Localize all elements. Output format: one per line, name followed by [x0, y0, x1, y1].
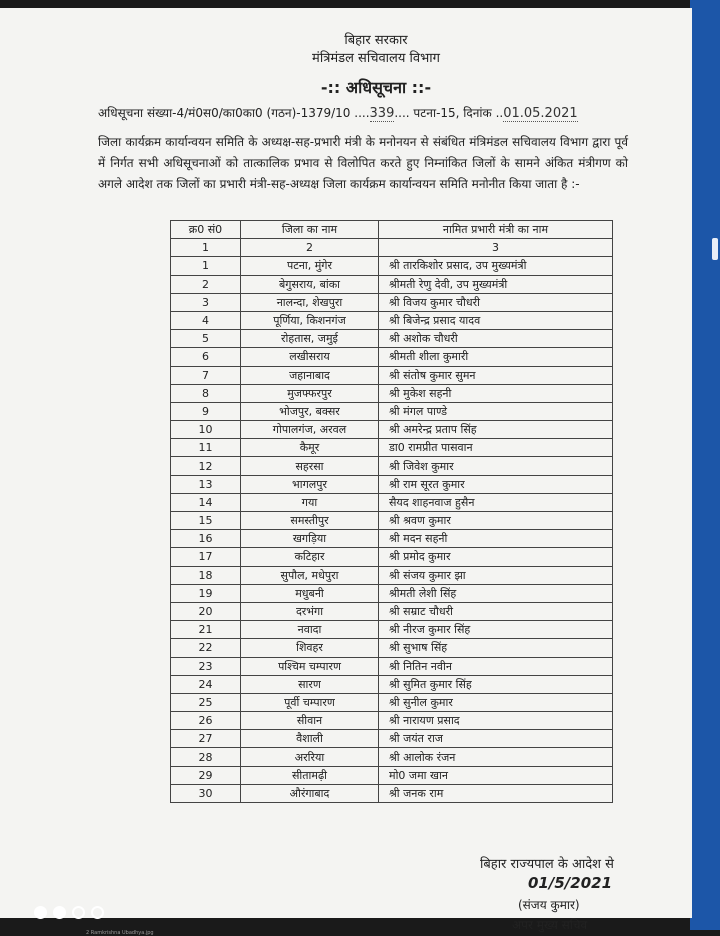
minister-cell: श्री नितिन नवीन: [379, 657, 613, 675]
minister-cell: श्री मुकेश सहनी: [379, 384, 613, 402]
table-row: [171, 548, 613, 566]
table-row: [171, 311, 613, 329]
minister-cell: मो0 जमा खान: [379, 766, 613, 784]
reference-line: [98, 104, 578, 121]
district-cell: मधुबनी: [241, 584, 379, 602]
column-number: 1: [171, 239, 241, 257]
district-cell: कटिहार: [241, 548, 379, 566]
serial-number-cell: 8: [171, 384, 241, 402]
minister-cell: श्री श्रवण कुमार: [379, 512, 613, 530]
minister-cell: श्री बिजेन्द्र प्रसाद यादव: [379, 311, 613, 329]
minister-cell: श्री सम्राट चौधरी: [379, 602, 613, 620]
minister-cell: श्रीमती लेशी सिंह: [379, 584, 613, 602]
serial-number-cell: 5: [171, 330, 241, 348]
district-cell: गया: [241, 493, 379, 511]
serial-number-cell: 3: [171, 293, 241, 311]
district-cell: जहानाबाद: [241, 366, 379, 384]
header-minister: नामित प्रभारी मंत्री का नाम: [379, 221, 613, 239]
minister-cell: श्री आलोक रंजन: [379, 748, 613, 766]
table-row: [171, 293, 613, 311]
column-number: 2: [241, 239, 379, 257]
table-row: [171, 602, 613, 620]
table-row: [171, 421, 613, 439]
minister-cell: श्री सुनील कुमार: [379, 693, 613, 711]
district-cell: सुपौल, मधेपुरा: [241, 566, 379, 584]
table-row: [171, 657, 613, 675]
district-cell: भोजपुर, बक्सर: [241, 402, 379, 420]
minister-cell: श्री मंगल पाण्डे: [379, 402, 613, 420]
district-cell: खगड़िया: [241, 530, 379, 548]
district-cell: सारण: [241, 675, 379, 693]
page-dot[interactable]: [91, 906, 104, 919]
serial-number-cell: 23: [171, 657, 241, 675]
district-cell: लखीसराय: [241, 348, 379, 366]
district-cell: गोपालगंज, अरवल: [241, 421, 379, 439]
table-row: [171, 348, 613, 366]
district-cell: समस्तीपुर: [241, 512, 379, 530]
notification-body: जिला कार्यक्रम कार्यान्वयन समिति के अध्यक्ष-सह-प्रभारी मंत्री के मनोनयन से संबंधित मंत्रिमंडल सचिवालय विभाग द्वारा पूर्व में निर्गत सभी अधिसूचनाओं को तात्कालिक प्रभाव से विलोपित करते हुए निम्नांकित जिलों के सामने अंकित मंत्रीगण को अगले आदेश तक जिलों का प्रभारी मंत्री-सह-अध्यक्ष जिला कार्यक्रम कार्यान्वयन समिति मनोनीत किया जाता है :-: [98, 135, 628, 191]
minister-cell: श्रीमती रेणु देवी, उप मुख्यमंत्री: [379, 275, 613, 293]
minister-cell: श्री जिवेश कुमार: [379, 457, 613, 475]
reference-prefix: अधिसूचना संख्या-4/मं0स0/का0का0 (गठन)-1379/10 ....: [98, 106, 370, 120]
minister-cell: श्री अमरेन्द्र प्रताप सिंह: [379, 421, 613, 439]
serial-number-cell: 14: [171, 493, 241, 511]
district-cell: बेगुसराय, बांका: [241, 275, 379, 293]
table-row: [171, 257, 613, 275]
page-dot[interactable]: [53, 906, 66, 919]
department-title: मंत्रिमंडल सचिवालय विभाग: [312, 51, 440, 66]
serial-number-cell: 27: [171, 730, 241, 748]
minister-cell: श्री संतोष कुमार सुमन: [379, 366, 613, 384]
serial-number-cell: 30: [171, 784, 241, 802]
table-row: [171, 512, 613, 530]
serial-number-cell: 20: [171, 602, 241, 620]
minister-cell: श्री संजय कुमार झा: [379, 566, 613, 584]
district-cell: भागलपुर: [241, 475, 379, 493]
order-line: बिहार राज्यपाल के आदेश से: [480, 857, 614, 872]
serial-number-cell: 25: [171, 693, 241, 711]
minister-cell: श्री नीरज कुमार सिंह: [379, 621, 613, 639]
serial-number-cell: 29: [171, 766, 241, 784]
serial-number-cell: 17: [171, 548, 241, 566]
table-row: [171, 784, 613, 802]
table-row: [171, 493, 613, 511]
minister-table: [170, 220, 613, 803]
table-row: [171, 693, 613, 711]
reference-date: 01.05.2021: [503, 106, 578, 121]
serial-number-cell: 22: [171, 639, 241, 657]
serial-number-cell: 1: [171, 257, 241, 275]
minister-cell: डा0 रामप्रीत पासवान: [379, 439, 613, 457]
district-cell: नवादा: [241, 621, 379, 639]
filename-watermark: 2 Ramkrishna Ubadhya.jpg: [86, 930, 154, 936]
serial-number-cell: 9: [171, 402, 241, 420]
minister-cell: श्री राम सूरत कुमार: [379, 475, 613, 493]
govt-title: बिहार सरकार: [344, 33, 408, 48]
document-page: [0, 8, 692, 936]
serial-number-cell: 15: [171, 512, 241, 530]
table-row: [171, 439, 613, 457]
table-row: [171, 748, 613, 766]
table-row: [171, 584, 613, 602]
table-row: [171, 457, 613, 475]
minister-cell: श्री अशोक चौधरी: [379, 330, 613, 348]
header-serial: क्र0 सं0: [171, 221, 241, 239]
district-cell: दरभंगा: [241, 602, 379, 620]
serial-number-cell: 12: [171, 457, 241, 475]
serial-number-cell: 10: [171, 421, 241, 439]
serial-number-cell: 24: [171, 675, 241, 693]
header-district: जिला का नाम: [241, 221, 379, 239]
notification-heading: -:: अधिसूचना ::-: [320, 78, 432, 97]
district-cell: सहरसा: [241, 457, 379, 475]
minister-cell: श्री सुमित कुमार सिंह: [379, 675, 613, 693]
signatory-name: (संजय कुमार): [518, 898, 580, 912]
column-number: 3: [379, 239, 613, 257]
serial-number-cell: 13: [171, 475, 241, 493]
minister-cell: श्री सुभाष सिंह: [379, 639, 613, 657]
table-row: [171, 712, 613, 730]
district-cell: अररिया: [241, 748, 379, 766]
table-row: [171, 675, 613, 693]
minister-cell: श्री मदन सहनी: [379, 530, 613, 548]
page-indicator[interactable]: [34, 906, 104, 919]
edge-mark: [712, 238, 718, 260]
table-row: [171, 730, 613, 748]
table-row: [171, 366, 613, 384]
district-cell: पटना, मुंगेर: [241, 257, 379, 275]
district-cell: नालन्दा, शेखपुरा: [241, 293, 379, 311]
serial-number-cell: 7: [171, 366, 241, 384]
district-cell: सीवान: [241, 712, 379, 730]
serial-number-cell: 16: [171, 530, 241, 548]
district-cell: पश्चिम चम्पारण: [241, 657, 379, 675]
district-cell: मुजफ्फरपुर: [241, 384, 379, 402]
serial-number-cell: 18: [171, 566, 241, 584]
minister-cell: श्री जनक राम: [379, 784, 613, 802]
minister-cell: श्री प्रमोद कुमार: [379, 548, 613, 566]
serial-number-cell: 26: [171, 712, 241, 730]
handwritten-signature: 01/5/2021: [528, 874, 613, 892]
table-row: [171, 566, 613, 584]
minister-cell: श्री नारायण प्रसाद: [379, 712, 613, 730]
minister-cell: श्रीमती शीला कुमारी: [379, 348, 613, 366]
table-row: [171, 766, 613, 784]
serial-number-cell: 11: [171, 439, 241, 457]
serial-number-cell: 21: [171, 621, 241, 639]
table-row: [171, 621, 613, 639]
serial-number-cell: 19: [171, 584, 241, 602]
table-row: [171, 475, 613, 493]
minister-cell: श्री तारकिशोर प्रसाद, उप मुख्यमंत्री: [379, 257, 613, 275]
minister-cell: श्री विजय कुमार चौधरी: [379, 293, 613, 311]
serial-number-cell: 4: [171, 311, 241, 329]
district-cell: पूर्णिया, किशनगंज: [241, 311, 379, 329]
table-row: [171, 384, 613, 402]
table-row: [171, 330, 613, 348]
page-dot[interactable]: [72, 906, 85, 919]
district-cell: सीतामढ़ी: [241, 766, 379, 784]
district-cell: कैमूर: [241, 439, 379, 457]
serial-number-cell: 6: [171, 348, 241, 366]
signatory-designation: अपर मुख्य सचिव: [512, 918, 588, 932]
table-row: [171, 275, 613, 293]
page-dot-active[interactable]: [34, 906, 47, 919]
district-cell: पूर्वी चम्पारण: [241, 693, 379, 711]
district-cell: औरंगाबाद: [241, 784, 379, 802]
table-row: [171, 530, 613, 548]
serial-number-cell: 2: [171, 275, 241, 293]
column-number-row: [171, 239, 613, 257]
district-cell: रोहतास, जमुई: [241, 330, 379, 348]
serial-number-cell: 28: [171, 748, 241, 766]
minister-cell: सैयद शाहनवाज हुसैन: [379, 493, 613, 511]
minister-cell: श्री जयंत राज: [379, 730, 613, 748]
right-edge-strip: [690, 0, 720, 930]
table-row: [171, 402, 613, 420]
district-cell: वैशाली: [241, 730, 379, 748]
reference-number: 339: [369, 106, 395, 121]
reference-middle: .... पटना-15, दिनांक ..: [394, 106, 504, 120]
table-row: [171, 639, 613, 657]
district-cell: शिवहर: [241, 639, 379, 657]
table-header-row: [171, 221, 613, 239]
